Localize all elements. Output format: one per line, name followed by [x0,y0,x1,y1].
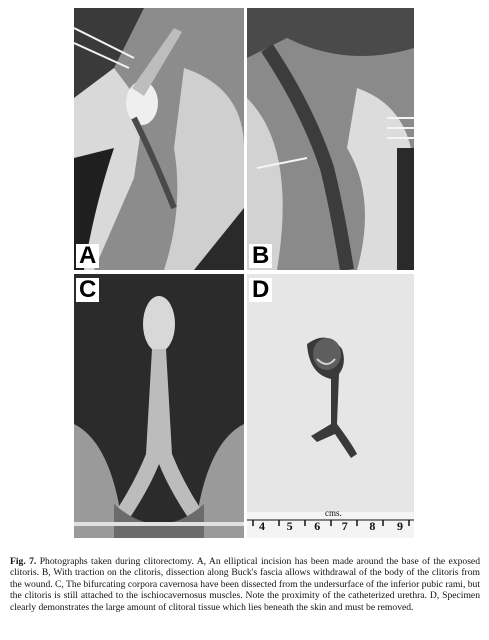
figure-caption [10,556,480,614]
figure-label: Fig. 7. [10,555,37,567]
centimeter-ruler [253,508,409,534]
specimen-photo-d [247,274,414,538]
caption-text: Photographs taken during clitorectomy. A, An elliptical incision has been made around the base of the exposed clitoris. B, With traction on the clitoris, dissection along Buck's fascia allows withdrawal of the body of the clitoris from the wound. C, The bifurcating corpora cavernosa have been dissected from the undersurface of the inferior pubic rami, but the clitoris is still attached to the ischiocavernosus muscles. Note the proximity of the catheterized urethra. D, Specimen clearly demonstrates the large amount of clitoral tissue which lies beneath the skin and must be removed. [10,555,481,613]
ruler-number: 8 [369,519,376,533]
panel-label-d: D [249,278,272,302]
panel-label-c: C [76,278,99,302]
ruler-number: 5 [286,519,293,533]
surgical-photo-b [247,8,414,270]
ruler-number: 4 [259,519,265,533]
ruler-numbers [253,519,409,534]
surgical-photo-c [74,274,244,538]
ruler-number: 9 [396,519,403,533]
ruler-unit: cms. [325,508,342,518]
photo-panel-c [74,274,244,538]
surgical-photo-a [74,8,244,270]
figure-grid [74,8,414,538]
photo-panel-d [247,274,414,538]
ruler-number: 6 [314,519,321,533]
photo-panel-a [74,8,244,270]
panel-label-a: A [76,244,99,268]
panel-label-b: B [249,244,272,268]
ruler-number: 7 [341,519,348,533]
photo-panel-b [247,8,414,270]
